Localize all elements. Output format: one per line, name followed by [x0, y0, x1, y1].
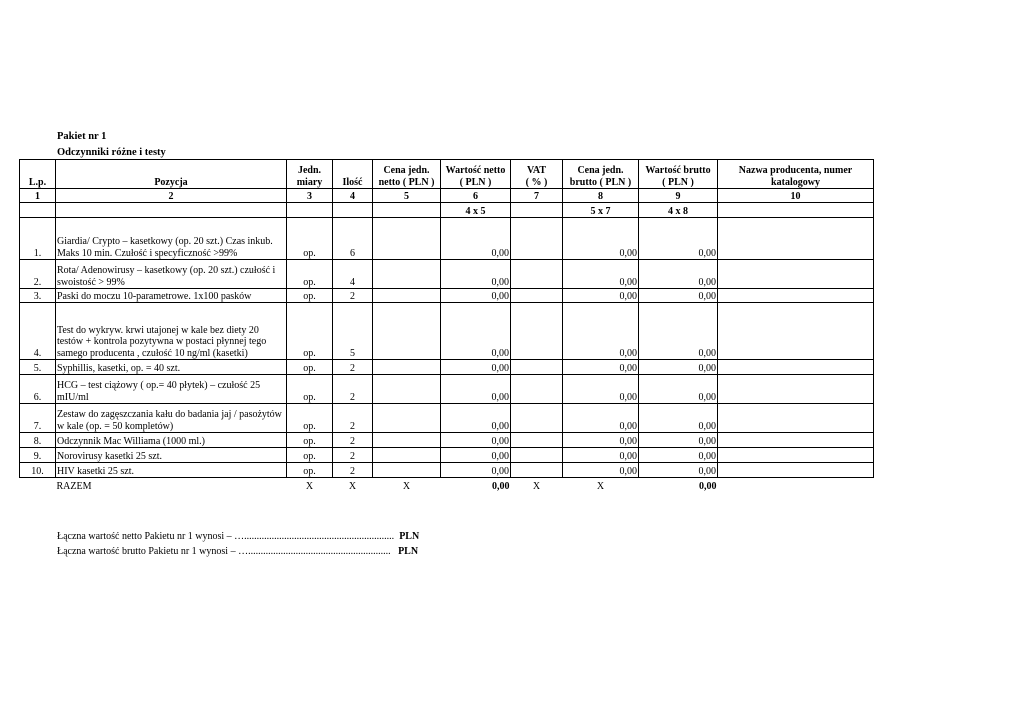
total-brutto: 0,00: [699, 481, 717, 492]
row-cena-brutto: 0,00: [563, 375, 639, 404]
row-jedn: op.: [287, 289, 333, 303]
row-producent: [718, 289, 874, 303]
row-wartosc-brutto: 0,00: [639, 260, 718, 289]
row-wartosc-brutto: 0,00: [639, 289, 718, 303]
row-vat: [511, 360, 563, 375]
summary-brutto-unit: PLN: [398, 546, 419, 557]
formula-row: [20, 203, 874, 218]
col-number: 8: [563, 189, 639, 203]
row-wartosc-brutto: 0,00: [639, 433, 718, 448]
row-pozycja: HCG – test ciążowy ( op.= 40 płytek) – czułość 25 mIU/ml: [56, 375, 287, 404]
row-pozycja: Odczynnik Mac Williama (1000 ml.): [56, 433, 287, 448]
row-wartosc-netto: 0,00: [441, 218, 511, 260]
total-x: X: [305, 481, 314, 492]
row-wartosc-brutto: 0,00: [639, 448, 718, 463]
formula-netto: 4 x 5: [441, 203, 511, 218]
row-cena-netto: [373, 433, 441, 448]
row-pozycja: Paski do moczu 10-parametrowe. 1x100 pasków: [56, 289, 287, 303]
row-ilosc: 2: [333, 433, 373, 448]
row-cena-netto: [373, 218, 441, 260]
col-number: 5: [373, 189, 441, 203]
summary-brutto-text: Łączna wartość brutto Pakietu nr 1 wynosi – ….........................................................: [57, 546, 391, 557]
row-wartosc-netto: 0,00: [441, 404, 511, 433]
row-lp: 8.: [20, 433, 56, 448]
row-wartosc-brutto: 0,00: [639, 375, 718, 404]
row-wartosc-netto: 0,00: [441, 463, 511, 478]
row-cena-netto: [373, 463, 441, 478]
row-vat: [511, 260, 563, 289]
col-number: 3: [287, 189, 333, 203]
table-row: [20, 218, 874, 260]
row-cena-brutto: 0,00: [563, 404, 639, 433]
row-lp: 5.: [20, 360, 56, 375]
row-vat: [511, 303, 563, 360]
row-lp: 4.: [20, 303, 56, 360]
total-x: X: [532, 481, 541, 492]
row-ilosc: 4: [333, 260, 373, 289]
row-vat: [511, 404, 563, 433]
row-cena-brutto: 0,00: [563, 433, 639, 448]
empty-cell: [333, 203, 373, 218]
table-row: [20, 448, 874, 463]
summary-netto-unit: PLN: [399, 531, 420, 542]
row-jedn: op.: [287, 404, 333, 433]
table-row: [20, 260, 874, 289]
row-lp: 3.: [20, 289, 56, 303]
row-cena-brutto: 0,00: [563, 289, 639, 303]
row-producent: [718, 448, 874, 463]
row-ilosc: 2: [333, 375, 373, 404]
empty-cell: [511, 203, 563, 218]
col-number: 2: [56, 189, 287, 203]
row-ilosc: 2: [333, 404, 373, 433]
row-pozycja: Norovirusy kasetki 25 szt.: [56, 448, 287, 463]
row-cena-brutto: 0,00: [563, 218, 639, 260]
row-wartosc-netto: 0,00: [441, 360, 511, 375]
row-producent: [718, 375, 874, 404]
row-jedn: op.: [287, 463, 333, 478]
col-number: 7: [511, 189, 563, 203]
row-wartosc-brutto: 0,00: [639, 463, 718, 478]
row-ilosc: 5: [333, 303, 373, 360]
row-vat: [511, 448, 563, 463]
row-cena-brutto: 0,00: [563, 303, 639, 360]
row-cena-brutto: 0,00: [563, 260, 639, 289]
empty-cell: [373, 203, 441, 218]
total-label: RAZEM: [56, 481, 92, 492]
summary-netto-text: Łączna wartość netto Pakietu nr 1 wynosi – …............................................................: [57, 531, 395, 542]
col-number: 6: [441, 189, 511, 203]
row-producent: [718, 303, 874, 360]
formula-cena-brutto: 5 x 7: [563, 203, 639, 218]
col-number: 10: [718, 189, 874, 203]
header-cena-netto: Cena jedn. netto ( PLN ): [373, 160, 441, 189]
total-x: X: [596, 481, 605, 492]
row-wartosc-netto: 0,00: [441, 303, 511, 360]
row-wartosc-netto: 0,00: [441, 375, 511, 404]
row-cena-netto: [373, 404, 441, 433]
row-vat: [511, 218, 563, 260]
row-producent: [718, 404, 874, 433]
row-pozycja: Giardia/ Crypto – kasetkowy (op. 20 szt.) Czas inkub. Maks 10 min. Czułość i specyficzność >99%: [56, 218, 287, 260]
total-netto: 0,00: [492, 481, 510, 492]
row-ilosc: 6: [333, 218, 373, 260]
row-ilosc: 2: [333, 360, 373, 375]
row-ilosc: 2: [333, 463, 373, 478]
empty-cell: [718, 478, 874, 493]
row-producent: [718, 433, 874, 448]
row-cena-netto: [373, 289, 441, 303]
header-wartosc-netto: Wartość netto ( PLN ): [441, 160, 511, 189]
row-jedn: op.: [287, 218, 333, 260]
empty-cell: [287, 203, 333, 218]
row-lp: 2.: [20, 260, 56, 289]
header-wartosc-brutto: Wartość brutto ( PLN ): [639, 160, 718, 189]
table-body: [20, 160, 874, 493]
table-row: [20, 463, 874, 478]
header-ilosc: Ilość: [333, 160, 373, 189]
row-wartosc-brutto: 0,00: [639, 218, 718, 260]
table-row: [20, 433, 874, 448]
summary-netto: [57, 531, 419, 543]
header-producent: Nazwa producenta, numer katalogowy: [718, 160, 874, 189]
row-pozycja: Syphillis, kasetki, op. = 40 szt.: [56, 360, 287, 375]
row-vat: [511, 463, 563, 478]
row-jedn: op.: [287, 303, 333, 360]
row-jedn: op.: [287, 448, 333, 463]
row-ilosc: 2: [333, 448, 373, 463]
row-lp: 6.: [20, 375, 56, 404]
row-wartosc-netto: 0,00: [441, 448, 511, 463]
row-ilosc: 2: [333, 289, 373, 303]
row-lp: 7.: [20, 404, 56, 433]
row-producent: [718, 360, 874, 375]
row-lp: 10.: [20, 463, 56, 478]
col-number: 1: [20, 189, 56, 203]
row-vat: [511, 433, 563, 448]
row-wartosc-netto: 0,00: [441, 289, 511, 303]
col-number: 4: [333, 189, 373, 203]
header-pozycja: Pozycja: [56, 160, 287, 189]
row-jedn: op.: [287, 360, 333, 375]
formula-wartosc-brutto: 4 x 8: [639, 203, 718, 218]
row-pozycja: Rota/ Adenowirusy – kasetkowy (op. 20 szt.) czułość i swoistość > 99%: [56, 260, 287, 289]
row-pozycja: Test do wykryw. krwi utajonej w kale bez diety 20 testów + kontrola pozytywna w postaci płynnej tego samego producenta , czułość 10 ng/ml (kasetki): [56, 303, 287, 360]
summary-brutto: [57, 546, 418, 558]
empty-cell: [56, 203, 287, 218]
row-vat: [511, 375, 563, 404]
row-lp: 1.: [20, 218, 56, 260]
empty-cell: [718, 203, 874, 218]
row-pozycja: HIV kasetki 25 szt.: [56, 463, 287, 478]
package-subtitle: Odczynniki różne i testy: [57, 147, 166, 158]
row-vat: [511, 289, 563, 303]
row-cena-netto: [373, 375, 441, 404]
row-wartosc-brutto: 0,00: [639, 303, 718, 360]
row-wartosc-brutto: 0,00: [639, 404, 718, 433]
row-cena-netto: [373, 303, 441, 360]
empty-cell: [20, 203, 56, 218]
row-wartosc-netto: 0,00: [441, 433, 511, 448]
row-cena-brutto: 0,00: [563, 463, 639, 478]
row-cena-brutto: 0,00: [563, 360, 639, 375]
table-row: [20, 375, 874, 404]
row-cena-netto: [373, 448, 441, 463]
table-row: [20, 404, 874, 433]
row-jedn: op.: [287, 433, 333, 448]
row-producent: [718, 260, 874, 289]
total-row: [20, 478, 874, 493]
row-wartosc-netto: 0,00: [441, 260, 511, 289]
header-row: [20, 160, 874, 189]
row-producent: [718, 218, 874, 260]
row-cena-brutto: 0,00: [563, 448, 639, 463]
row-lp: 9.: [20, 448, 56, 463]
table-row: [20, 360, 874, 375]
row-producent: [718, 463, 874, 478]
row-cena-netto: [373, 260, 441, 289]
col-number: 9: [639, 189, 718, 203]
header-lp: L.p.: [20, 160, 56, 189]
total-x: X: [402, 481, 411, 492]
total-x: X: [348, 481, 357, 492]
header-jedn: Jedn. miary: [287, 160, 333, 189]
empty-cell: [20, 478, 56, 493]
row-jedn: op.: [287, 260, 333, 289]
row-jedn: op.: [287, 375, 333, 404]
header-cena-brutto: Cena jedn. brutto ( PLN ): [563, 160, 639, 189]
row-wartosc-brutto: 0,00: [639, 360, 718, 375]
offer-table: [19, 159, 874, 493]
package-title: Pakiet nr 1: [57, 131, 107, 142]
table-row: [20, 289, 874, 303]
table-row: [20, 303, 874, 360]
column-number-row: [20, 189, 874, 203]
header-vat: VAT ( % ): [511, 160, 563, 189]
row-pozycja: Zestaw do zagęszczania kału do badania jaj / pasożytów w kale (op. = 50 kompletów): [56, 404, 287, 433]
row-cena-netto: [373, 360, 441, 375]
